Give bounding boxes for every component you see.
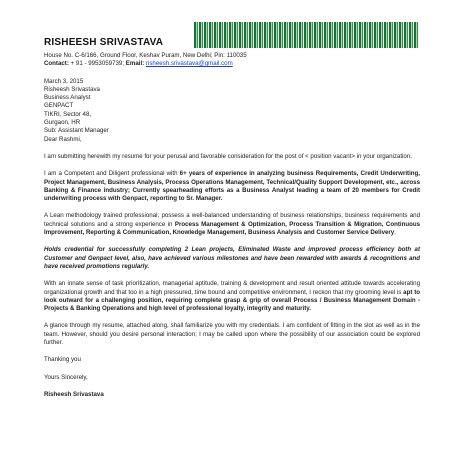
- paragraph-lean-end: .: [394, 229, 396, 237]
- letter-date: March 3, 2015: [44, 77, 84, 85]
- applicant-address: House No. C-6/166, Ground Floor, Keshav Puram, New Delhi; Pin: 110035: [44, 52, 247, 59]
- recipient-address-line-1: TIKRI, Sector 48,: [44, 110, 92, 118]
- paragraph-experience-text: I am a Competent and Diligent professional with: [44, 170, 180, 178]
- paragraph-aptitude-bold: apt to look outward for a challenging position, requiring complete grasp & grip of overall Process / Business Management Domain - Projects & Banking Operations and high level of professional loyalty, integrity and maturity.: [44, 288, 420, 313]
- paragraph-lean: [44, 212, 420, 237]
- email-link[interactable]: risheesh.srivastava@gmail.com: [145, 60, 233, 68]
- applicant-name: RISHEESH SRIVASTAVA: [44, 37, 164, 48]
- subject-line: Sub: Assistant Manager: [44, 127, 109, 135]
- paragraph-resume: A glance through my resume, attached along, shall familiarize you with my credentials. I am confident of fitting in the slot as well as in the team. However, should you desire personal interaction; I may be called upon where the possibility of our association could be explored further.: [44, 322, 420, 347]
- sender-title: Business Analyst: [44, 94, 91, 102]
- contact-line: [44, 60, 420, 68]
- salutation: Dear Rashmi,: [44, 135, 82, 143]
- paragraph-lean-bold: Process Management & Optimization, Process Transition & Migration, Continuous Improvement, Reporting & Communication, Knowledge Management, Business Analysis and Customer Service Delivery: [44, 220, 420, 237]
- sender-name: Risheesh Srivastava: [44, 85, 100, 93]
- paragraph-intro: I am submitting herewith my resume for your perusal and favorable consideration for the post of < position vacant> in your organization.: [44, 152, 412, 160]
- paragraph-lean-text: A Lean methodology trained professional, possess a well-balanced understanding of business relationships, business requirements and technical solutions and a strong experience in: [44, 212, 420, 228]
- closing-line: Thanking you: [44, 356, 81, 364]
- paragraph-credentials: Holds credential for successfully completing 2 Lean projects, Eliminated Waste and improved process efficiency both at Customer and Genpact level, also, have achieved various milestones and have been rewarded with awards & recognitions and have received promotions regularly.: [44, 246, 420, 270]
- paragraph-aptitude-text: With an innate sense of task prioritization, managerial aptitude, training & development and result oriented attitude towards accelerating organizational growth and that too in a high pressured, time bound and competitive environment, I reckon that my grooming level is: [44, 280, 420, 296]
- recipient-company: GENPACT: [44, 102, 74, 110]
- contact-label: Contact:: [44, 60, 69, 68]
- recipient-address-line-2: Gurgaon, HR: [44, 119, 81, 127]
- signature-name: [44, 391, 420, 399]
- letter-body: [44, 37, 420, 399]
- paragraph-experience-bold: 6+ years of experience in analyzing business Requirements, Credit Underwriting, Project Management, Business Analysis, Process Operations Management, Technical/Quality Support Development, etc., across Banking & Finance industry; Currently spearheading efforts as a Business Analyst leading a team of 20 members for Credit underwriting process with Genpact, reporting to Sr. Manager.: [44, 170, 420, 203]
- paragraph-experience: [44, 170, 420, 203]
- signature-text: Risheesh Srivastava: [44, 390, 104, 398]
- paragraph-aptitude: [44, 280, 420, 313]
- email-label: Email:: [125, 60, 145, 68]
- sign-off: Yours Sincerely,: [44, 373, 88, 381]
- phone-number: + 91 - 9953059739;: [68, 60, 126, 68]
